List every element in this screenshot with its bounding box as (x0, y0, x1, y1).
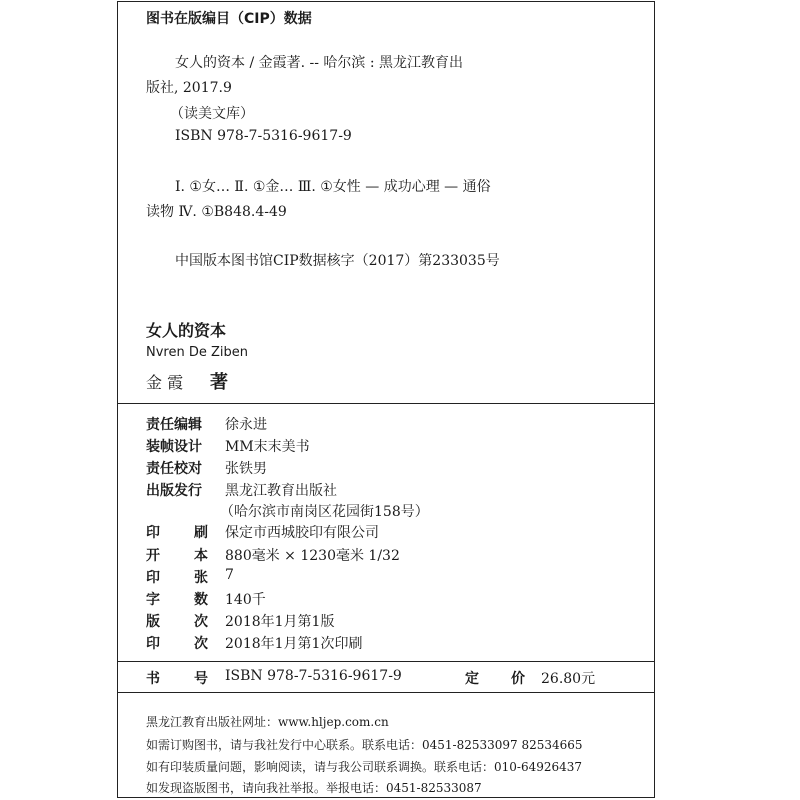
cip-line-classification-cont: 读物 Ⅳ. ①B848.4-49 (146, 204, 287, 220)
detail-label-impression: 印 次 (146, 636, 208, 652)
isbn-label: 书 号 (146, 671, 208, 687)
footer-piracy-contact: 如发现盗版图书，请向我社举报。举报电话：0451-82533087 (146, 781, 482, 795)
cip-line-classification: Ⅰ. ①女… Ⅱ. ①金… Ⅲ. ①女性 — 成功心理 — 通俗 (175, 179, 491, 195)
detail-label-design: 装帧设计 (146, 439, 202, 455)
detail-value-design: MM末末美书 (225, 439, 310, 455)
detail-value-editor: 徐永进 (225, 417, 267, 433)
divider-isbn-bottom (117, 692, 655, 693)
cip-line-1: 女人的资本 / 金霞著. -- 哈尔滨 : 黑龙江教育出 (175, 55, 464, 71)
divider-top (117, 403, 655, 404)
detail-value-proofreader: 张铁男 (225, 461, 267, 477)
divider-isbn-top (117, 661, 655, 662)
detail-label-printer: 印 刷 (146, 525, 208, 541)
detail-label-editor: 责任编辑 (146, 417, 202, 433)
footer-order-contact: 如需订购图书，请与我社发行中心联系。联系电话：0451-82533097 82534665 (146, 738, 583, 752)
isbn-value: ISBN 978-7-5316-9617-9 (225, 668, 402, 684)
detail-label-publisher: 出版发行 (146, 483, 202, 499)
footer-website: 黑龙江教育出版社网址：www.hljep.com.cn (146, 715, 389, 729)
price-value: 26.80元 (541, 671, 596, 687)
detail-label-format: 开 本 (146, 548, 208, 564)
cip-line-record-number: 中国版本图书馆CIP数据核字（2017）第233035号 (175, 253, 500, 269)
author-role: 著 (210, 372, 228, 393)
detail-value-word-count: 140千 (225, 592, 266, 608)
cip-heading: 图书在版编目（CIP）数据 (146, 11, 312, 27)
detail-value-edition: 2018年1月第1版 (225, 614, 335, 630)
cip-line-isbn: ISBN 978-7-5316-9617-9 (175, 128, 352, 144)
detail-label-proofreader: 责任校对 (146, 461, 202, 477)
detail-value-impression: 2018年1月第1次印刷 (225, 636, 363, 652)
author-name: 金 霞 (146, 373, 184, 392)
detail-label-word-count: 字 数 (146, 592, 208, 608)
book-title-pinyin: Nvren De Ziben (146, 345, 248, 360)
detail-label-sheets: 印 张 (146, 570, 208, 586)
footer-quality-contact: 如有印装质量问题，影响阅读，请与我公司联系调换。联系电话：010-64926437 (146, 760, 583, 774)
detail-value-format: 880毫米 × 1230毫米 1/32 (225, 548, 400, 564)
cip-line-2: 版社, 2017.9 (146, 80, 232, 96)
book-title: 女人的资本 (146, 321, 227, 340)
detail-value-publisher: 黑龙江教育出版社 (225, 483, 337, 499)
detail-value-publisher-address: （哈尔滨市南岗区花园街158号） (220, 504, 429, 520)
detail-label-edition: 版 次 (146, 614, 208, 630)
cip-line-3: （读美文库） (170, 106, 254, 122)
price-label: 定 价 (465, 671, 525, 687)
detail-value-printer: 保定市西城胶印有限公司 (225, 525, 379, 541)
detail-value-sheets: 7 (225, 567, 234, 583)
